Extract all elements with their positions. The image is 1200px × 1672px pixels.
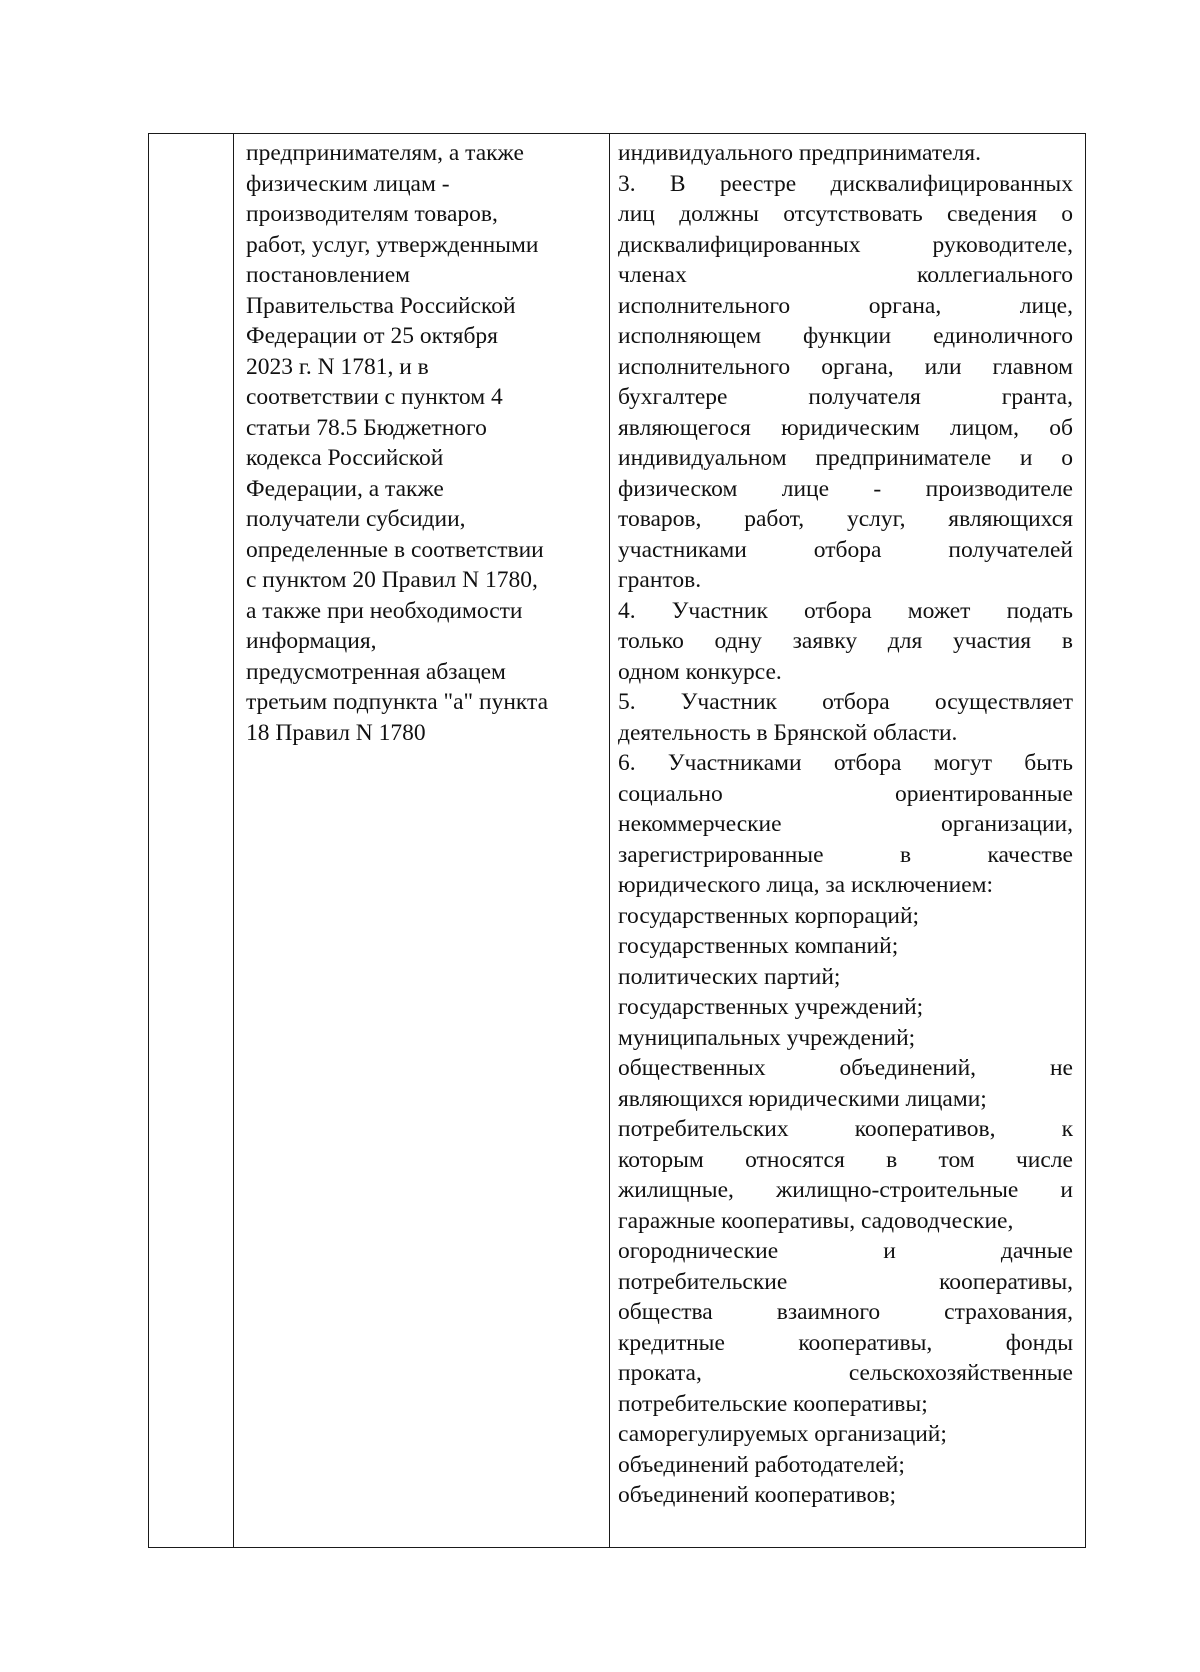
text-line: членах коллегиального (618, 262, 1073, 288)
text-line: Федерации от 25 октября (246, 323, 498, 349)
text-line: а также при необходимости (246, 597, 523, 624)
text-line: 3. В реестре дисквалифицированных (618, 170, 1073, 197)
text-line: саморегулируемых организаций; (618, 1421, 947, 1447)
text-line: государственных компаний; (618, 933, 899, 959)
text-line: с пунктом 20 Правил N 1780, (246, 567, 538, 593)
text-line: статьи 78.5 Бюджетного (246, 414, 487, 441)
text-line: которым относятся в том числе (618, 1146, 1073, 1173)
text-line: муниципальных учреждений; (618, 1024, 916, 1051)
text-line: индивидуальном предпринимателе и о (618, 445, 1073, 471)
text-line: зарегистрированные в качестве (618, 841, 1073, 868)
text-line: получатели субсидии, (246, 506, 466, 532)
text-line: определенные в соответствии (246, 536, 544, 563)
text-line: индивидуального предпринимателя. (618, 140, 981, 166)
text-line: социально ориентированные (618, 780, 1073, 807)
text-line: третьим подпункта "а" пункта (246, 689, 549, 715)
text-line: предусмотренная абзацем (246, 658, 506, 685)
requirements-cell (610, 134, 1086, 1548)
text-line: дисквалифицированных руководителе, (618, 231, 1073, 258)
text-line: общественных объединений, не (618, 1055, 1073, 1081)
text-line: 18 Правил N 1780 (246, 719, 426, 746)
text-line: 5. Участник отбора осуществляет (618, 689, 1073, 715)
text-line: физическим лицам - (246, 170, 450, 197)
text-line: одном конкурсе. (618, 658, 782, 685)
text-line: общества взаимного страхования, (618, 1299, 1073, 1325)
text-line: деятельность в Брянской области. (618, 719, 958, 746)
text-line: объединений кооперативов; (618, 1482, 896, 1508)
text-line: грантов. (618, 567, 702, 593)
text-line: предпринимателям, а также (246, 140, 524, 166)
text-line: лиц должны отсутствовать сведения о (618, 201, 1073, 227)
text-line: гаражные кооперативы, садоводческие, (618, 1207, 1014, 1234)
text-line: работ, услуг, утвержденными (246, 231, 539, 258)
text-line: некоммерческие организации, (618, 811, 1073, 837)
text-line: участниками отбора получателей (618, 536, 1073, 563)
text-line: бухгалтере получателя гранта, (618, 384, 1073, 410)
text-line: являющихся юридическими лицами; (618, 1085, 987, 1112)
text-line: жилищные, жилищно-строительные и (618, 1177, 1073, 1203)
text-line: производителям товаров, (246, 201, 498, 227)
text-line: Федерации, а также (246, 475, 444, 502)
text-line: исполнительного органа, лице, (618, 292, 1073, 319)
text-line: 4. Участник отбора может подать (618, 597, 1073, 624)
text-line: кредитные кооперативы, фонды (618, 1329, 1073, 1356)
text-line: только одну заявку для участия в (618, 628, 1073, 654)
text-line: информация, (246, 628, 377, 654)
text-line: потребительские кооперативы, (618, 1268, 1073, 1295)
table-row (149, 134, 1086, 1548)
text-line: Правительства Российской (246, 292, 516, 319)
text-line: потребительские кооперативы; (618, 1390, 928, 1417)
documents-text (234, 134, 609, 748)
text-line: объединений работодателей; (618, 1451, 905, 1478)
text-line: постановлением (246, 262, 411, 288)
number-cell (149, 134, 234, 1548)
text-line: юридического лица, за исключением: (618, 872, 994, 898)
text-line: огороднические и дачные (618, 1238, 1073, 1264)
text-line: соответствии с пунктом 4 (246, 384, 503, 410)
text-line: 2023 г. N 1781, и в (246, 353, 429, 380)
requirements-table (148, 133, 1086, 1548)
text-line: товаров, работ, услуг, являющихся (618, 506, 1073, 532)
text-line: потребительских кооперативов, к (618, 1116, 1073, 1142)
text-line: 6. Участниками отбора могут быть (618, 750, 1073, 776)
text-line: проката, сельскохозяйственные (618, 1360, 1073, 1386)
text-line: физическом лице - производителе (618, 475, 1073, 502)
text-line: являющегося юридическим лицом, об (618, 414, 1073, 441)
text-line: кодекса Российской (246, 445, 444, 471)
text-line: исполнительного органа, или главном (618, 353, 1073, 380)
requirements-text (610, 134, 1085, 1511)
text-line: государственных учреждений; (618, 994, 924, 1020)
documents-cell (234, 134, 610, 1548)
text-line: государственных корпораций; (618, 902, 920, 929)
text-line: политических партий; (618, 963, 841, 990)
text-line: исполняющем функции единоличного (618, 323, 1073, 349)
